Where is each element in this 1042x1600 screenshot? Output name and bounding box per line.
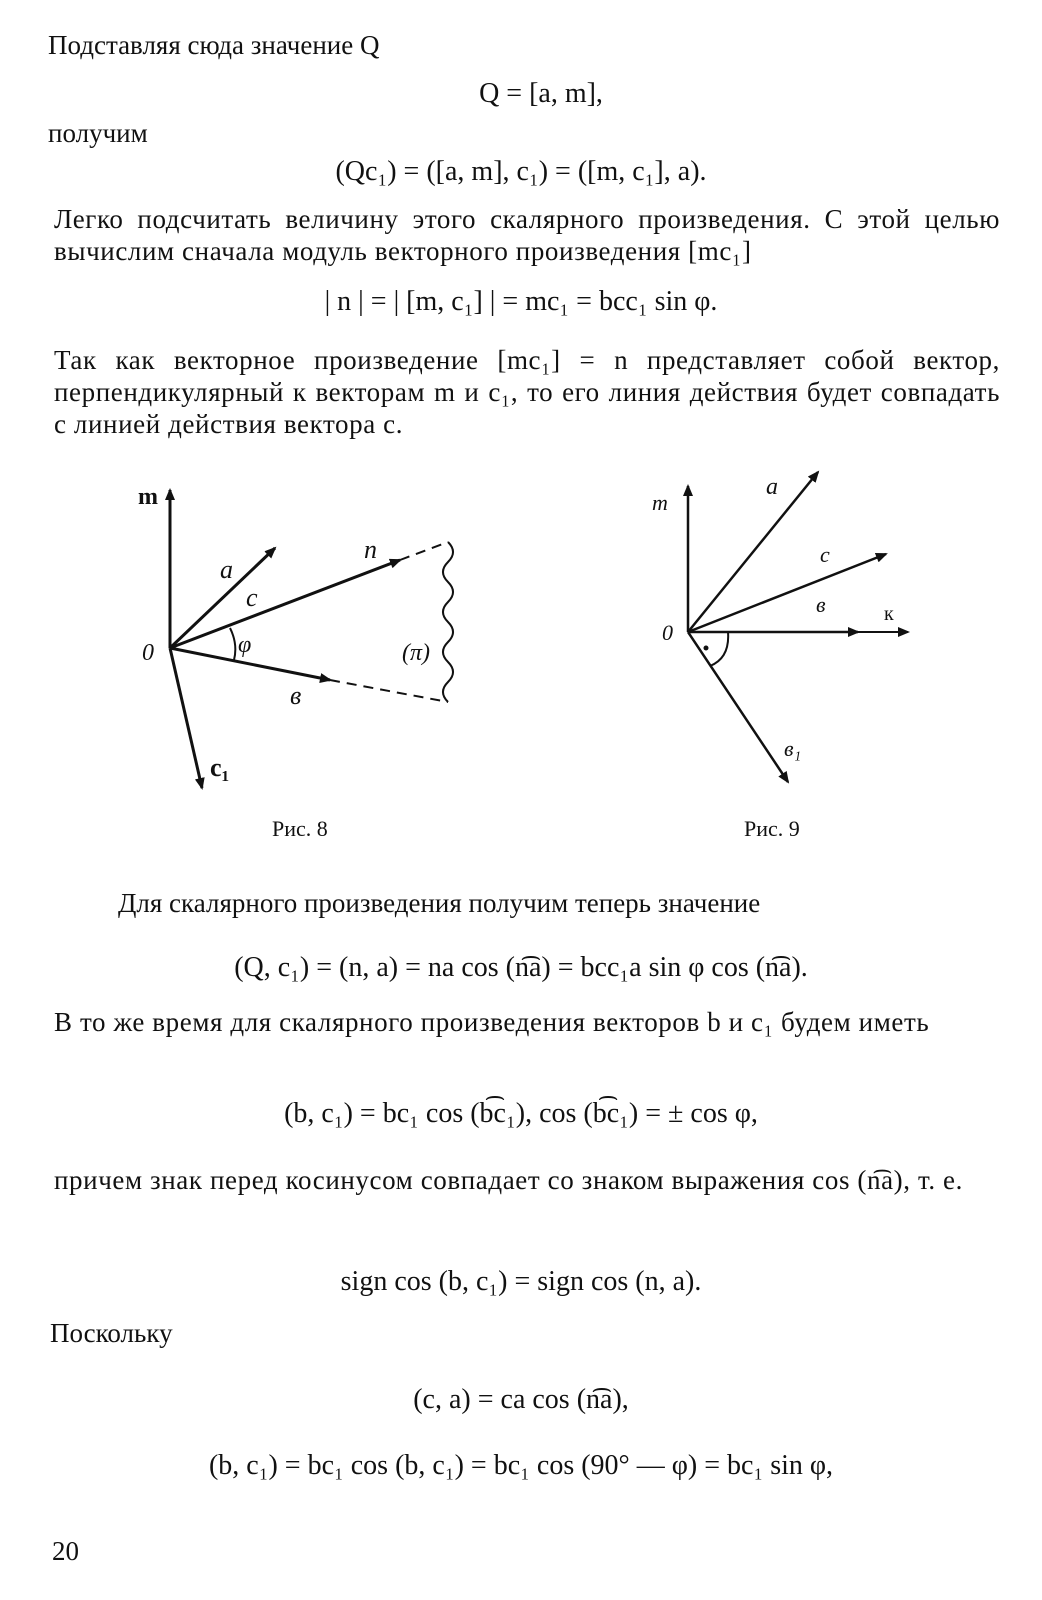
figure9-label-a: a bbox=[766, 474, 778, 500]
text-line-scalar-value: Для скалярного произведения получим теперь значение bbox=[118, 888, 761, 918]
formula-bc1: (b, c₁) = bc₁ cos (b͡c₁), cos (b͡c₁) = ± cos φ, bbox=[284, 1098, 758, 1129]
formula-sign: sign cos (b, c₁) = sign cos (n, a). bbox=[340, 1266, 702, 1297]
figure9-label-k: к bbox=[884, 603, 894, 625]
figure8-label-n: n bbox=[364, 535, 377, 564]
figure8-label-a: a bbox=[220, 555, 233, 584]
text-line-obtain: получим bbox=[48, 118, 148, 148]
paragraph-compute-magnitude: Легко подсчитать величину этого скалярного произведения. С этой целью вычислим сначала модуль векторного произведения [mc₁] bbox=[54, 204, 1000, 266]
figure8-vector-n bbox=[170, 560, 400, 648]
figure8-label-phi: φ bbox=[238, 632, 252, 658]
text-line-since: Поскольку bbox=[50, 1318, 173, 1348]
figure9-label-c: c bbox=[820, 542, 830, 567]
figure8-caption: Рис. 8 bbox=[272, 816, 328, 841]
figure8-wavy-edge bbox=[443, 542, 453, 702]
figure8-label-m: m bbox=[138, 484, 158, 510]
figure8-vector-c1 bbox=[170, 648, 202, 788]
text-line-substitute: Подставляя сюда значение Q bbox=[48, 30, 380, 60]
figure9-right-angle-dot bbox=[704, 646, 709, 651]
formula-qc1: (Qc₁) = ([a, m], c₁) = ([m, c₁], a). bbox=[335, 156, 707, 187]
formula-n-modulus: | n | = | [m, c₁] | = mc₁ = bcc₁ sin φ. bbox=[324, 286, 718, 317]
figure8-label-origin: 0 bbox=[142, 640, 154, 666]
figure9-vector-c bbox=[688, 554, 886, 632]
figure8-label-c1: c₁ bbox=[210, 753, 230, 782]
figure9-label-b1: в₁ bbox=[784, 736, 802, 761]
figure8-angle-arc bbox=[230, 628, 235, 660]
figure9-caption: Рис. 9 bbox=[744, 816, 800, 841]
paragraph-b-c1: В то же время для скалярного произведения векторов b и c₁ будем иметь bbox=[54, 1007, 930, 1037]
figure9-label-m: m bbox=[652, 490, 668, 515]
formula-qc1-value: (Q, c₁) = (n, a) = na cos (n͡a) = bcc₁a sin φ cos (n͡a). bbox=[234, 952, 808, 983]
figure9-label-origin: 0 bbox=[662, 620, 673, 645]
paragraph-sign: причем знак перед косинусом совпадает со знаком выражения cos (n͡a), т. е. bbox=[54, 1165, 963, 1195]
figure8-label-b: в bbox=[290, 681, 302, 710]
formula-q: Q = [a, m], bbox=[479, 78, 603, 109]
figure8-label-pi: (π) bbox=[402, 640, 431, 666]
figure-9 bbox=[640, 460, 930, 800]
formula-bc1-sin: (b, c₁) = bc₁ cos (b, c₁) = bc₁ cos (90° — φ) = bc₁ sin φ, bbox=[208, 1450, 834, 1481]
page-number: 20 bbox=[52, 1536, 79, 1566]
figure9-label-b: в bbox=[816, 592, 826, 617]
paragraph-vector-product: Так как векторное произведение [mc₁] = n представляет собой вектор, перпендикулярный к векторам m и c₁, то его линия действия будет совпадать с линией действия вектора c. bbox=[54, 345, 1000, 439]
figure9-vector-b1 bbox=[688, 632, 788, 782]
figure8-label-c: c bbox=[246, 583, 258, 612]
figure9-right-angle-arc bbox=[710, 632, 728, 666]
formula-ca: (c, a) = ca cos (n͡a), bbox=[413, 1384, 629, 1415]
figure-8 bbox=[130, 470, 490, 810]
figure9-vector-a bbox=[688, 472, 818, 632]
